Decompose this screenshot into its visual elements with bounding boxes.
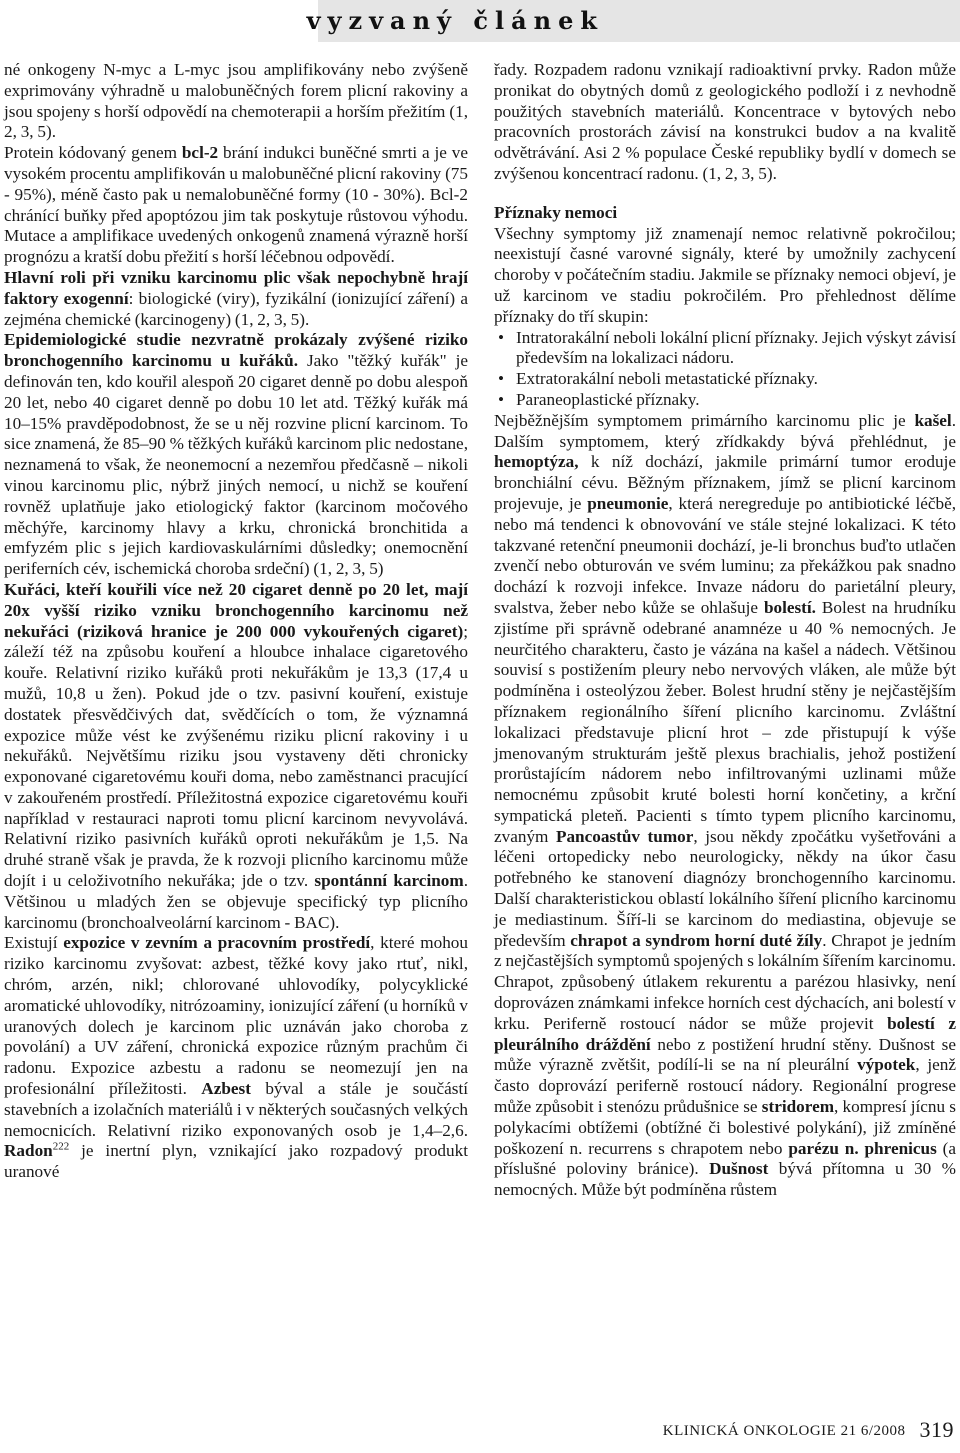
left-column	[4, 60, 468, 1183]
symptom-groups-list	[494, 328, 956, 411]
list-item: • Extratorakální neboli metastatické příznaky.	[516, 369, 956, 390]
section-label: vyzvaný článek	[306, 6, 604, 35]
right-column	[494, 60, 956, 1201]
list-item: • Intratorakální neboli lokální plicní příznaky. Jejich výskyt závisí především na lokalizaci nádoru.	[516, 328, 956, 370]
paragraph-oncogenes: né onkogeny N-myc a L-myc jsou amplifikovány nebo zvýšeně exprimovány výhradně u malobuněčných forem plicní rakoviny a jsou spojeny s horší odpovědí na chemoterapii a horším přežitím (1, 2, 3, 5).	[4, 60, 468, 142]
paragraph-radon: řady. Rozpadem radonu vznikají radioaktivní prvky. Radon může pronikat do obytných domů z geologického podloží i z nevhodně použitých stavebních materiálů. Koncentrace v bytových nebo pracovních prostorách závisí na konstrukci budov a na kvalitě odvětrávání. Asi 2 % populace České republiky bydlí v domech se zvýšenou koncentrací radonu. (1, 2, 3, 5).	[494, 60, 956, 183]
page-header	[0, 0, 960, 42]
journal-citation: KLINICKÁ ONKOLOGIE 21 6/2008	[662, 1423, 906, 1439]
page-footer	[663, 1417, 954, 1443]
paragraph-symptoms-detail: Nejběžnějším symptomem primárního karcinomu plic je kašel. Dalším symptomem, který zřídkakdy bývá přehlédnut, je hemoptýza, k níž dochází, jakmile primární tumor eroduje bronchiální cévu. Běžným příznakem, jímž se plicní karcinom projevuje, je pneumonie, která neregreduje po antibiotické léčbě, nebo má tendenci k obnovování ve stále stejné lokalizaci. K této takzvané retenční pneumonii dochází, je-li bronchus buďto utlačen zvenčí nebo obturován ve svém luminu; za překážkou pak snadno dochází k rozvoji infekce. Invaze nádoru do parietální pleury, svalstva, žeber nebo kůže se ohlašuje bolestí. Bolest na hrudníku zjistíme při správně odebrané anamnéze u 40 % nemocných. Je neurčitého charakteru, často je vázána na kašel a nádech. Většinou souvisí s postižením pleury nebo nervových vláken, ale může být podmíněna i osteolýzou žeber. Bolest hrudní stěny je nejčastějším příznakem regionálního šíření plicního karcinomu. Zvláštní lokalizaci představuje plicní hrot – zde přistupují k výše jmenovaným strukturám ještě plexus brachialis, jehož postižení prorůstajícím nádorem nebo infiltrovanými uzlinami může nemocnému způsobit kruté bolesti horní končetiny, a krční sympatická pleteň. Pacienti s tímto typem plicního karcinomu, zvaným Pancoastův tumor, jsou někdy zpočátku vyšetřováni a léčeni ortopedicky nebo neurologicky, někdy na úkor času potřebného ke stanovení diagnózy bronchogenního karcinomu. Další charakteristickou oblastí lokálního šíření plicního karcinomu je mediastinum. Šíří-li se karcinom do mediastina, objevuje se především chrapot a syndrom horní duté žíly. Chrapot je jedním z nejčastějších symptomů spojených s lokálním šířením karcinomu. Chrapot, způsobený útlakem rekurentu a parézou hlasivky, není doprovázen známkami infekce horních cest dýchacích, ani bolestí v krku. Periferně rostoucí nádor se může projevit bolestí z pleurálního dráždění nebo z postižení hrudní stěny. Dušnost se může výrazně zvětšit, podílí-li se na ní pleurální výpotek, jenž často doprovází periferně rostoucí nádory. Regionální progrese může způsobit i stenózu průdušnice se stridorem, kompresí jícnu s polykacími obtížemi (obtížné či bolestivé polykání), již zmíněné poškození n. recurrens s chrapotem nebo parézu n. phrenicus (a příslušné poloviny bránice). Dušnost bývá přítomna u 30 % nemocných. Může být podmíněna růstem	[494, 410, 956, 1200]
paragraph-exogenous-factors: Hlavní roli při vzniku karcinomu plic však nepochybně hrají faktory exogenní: biologické (viry), fyzikální (ionizující záření) a zejména chemické (karcinogeny) (1, 2, 3, 5).	[4, 267, 468, 329]
section-heading-symptoms: Příznaky nemoci	[494, 202, 618, 222]
list-item: • Paraneoplastické příznaky.	[516, 390, 956, 411]
paragraph-symptoms-intro: Všechny symptomy již znamenají nemoc relativně pokročilou; neexistují časné varovné signály, které by umožnily zachycení choroby v počátečním stadiu. Jakmile se příznaky nemoci objeví, je už karcinom ve stadiu pokročilém. Pro přehlednost dělíme příznaky do tří skupin:	[494, 223, 956, 326]
paragraph-smokers-risk: Kuřáci, kteří kouřili více než 20 cigaret denně po 20 let, mají 20x vyšší riziko vzniku bronchogenního karcinomu než nekuřáci (riziková hranice je 200 000 vykouřených cigaret); záleží též na způsobu kouření a hloubce inhalace cigaretového kouře. Relativní riziko kuřáků proti nekuřákům je 13,3 (17,4 u mužů, 10,8 u žen). Pokud jde o tzv. pasivní kouření, existuje dostatek přesvědčivých dat, svědčících o tom, že významná expozice může vést ke zvýšenému riziku plicní rakoviny i u nekuřáků. Největšímu riziku jsou vystaveny děti chronicky exponované cigaretovému kouři doma, nebo zaměstnanci pracující v zakouřeném prostředí. Příležitostná expozice cigaretovému kouři například v restauraci naproti tomu plicní karcinom nevyvolává. Relativní riziko pasivních kuřáků oproti nekuřákům je 1,5. Na druhé straně však je pravda, že k rozvoji plicního karcinomu může dojít i u celoživotního nekuřáka; jde o tzv. spontánní karcinom. Většinou u mladých žen se objevuje specifický typ plicního karcinomu (bronchoalveolární karcinom - BAC).	[4, 579, 468, 932]
paragraph-environmental-exposure: Existují expozice v zevním a pracovním prostředí, které mohou riziko karcinomu zvyšovat: azbest, těžké kovy jako rtuť, nikl, chróm, arzén, nikl; chlorované uhlovodíky, polycyklické aromatické uhlovodíky, nitrózoaminy, ionizující záření (u horníků v uranových dolech je karcinom plic uznáván jako choroba z povolání) a UV záření, chronická expozice různým prachům či radonu. Expozice azbestu a radonu se neomezují jen na profesionální příležitosti. Azbest býval a stále je součástí stavebních a izolačních materiálů i v některých současných velkých nemocnicích. Relativní riziko exponovaných osob je 1,4–2,6. Radon$^{222}$ je inertní plyn, vznikající jako rozpadový produkt uranové	[4, 933, 468, 1182]
paragraph-epidemiology: Epidemiologické studie nezvratně prokázaly zvýšené riziko bronchogenního karcinomu u kuřáků. Jako "těžký kuřák" je definován ten, kdo kouřil alespoň 20 cigaret denně po dobu alespoň 20 let, nebo 40 cigaret denně po dobu 10 let atd. Těžký kuřák má 10–15% pravděpodobnost, že se u něj rozvine plicní karcinom. To sice znamená, že 85–90 % těžkých kuřáků karcinom plic nedostane, neznamená to však, že neonemocní a nezemřou předčasně – nikoli vinou karcinomu plic, nýbrž jiných nemocí, u nichž se kouření rovněž uplatňuje jako etiologický faktor (karcinom močového měchýře, karcinomy hlavy a krku, chronická bronchitida a emfyzém plic s jejich kardiovaskulárními důsledky; onemocnění periferních cév, ischemická choroba srdeční) (1, 2, 3, 5)	[4, 330, 469, 579]
page-number: 319	[919, 1417, 954, 1442]
paragraph-bcl2: Protein kódovaný genem bcl-2 brání indukci buněčné smrti a je ve vysokém procentu amplifikován u malobuněčné plicní rakoviny (75 - 95%), méně často pak u nemalobuněčné formy (10 - 30%). Bcl-2 chránící buňky před apoptózou jim tak poskytuje růstovou výhodu. Mutace a amplifikace uvedených onkogenů znamená výrazně horší prognózu a kratší dobu přežití s horší léčebnou odpovědí.	[4, 143, 468, 267]
